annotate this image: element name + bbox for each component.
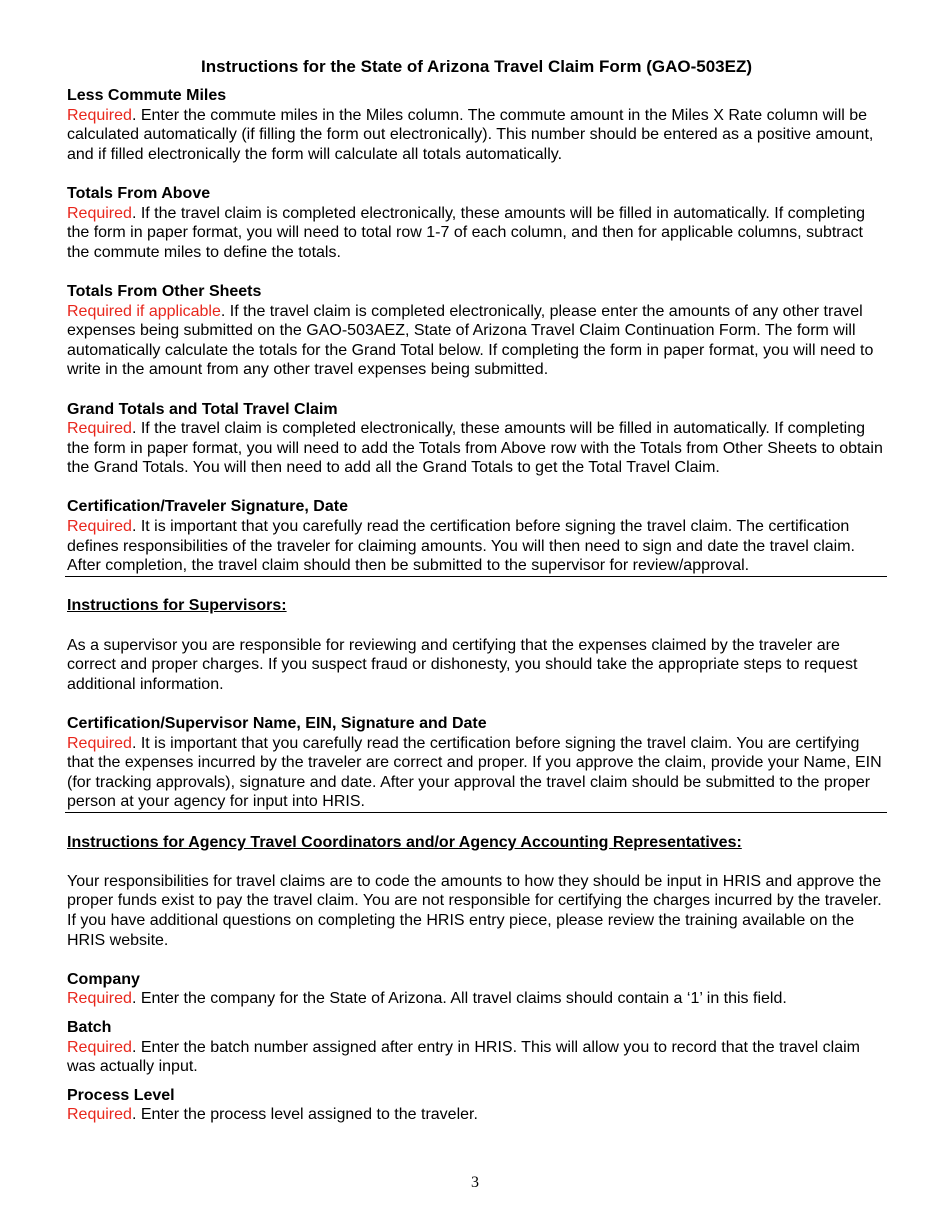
section-heading: Less Commute Miles xyxy=(67,87,227,104)
section-heading: Grand Totals and Total Travel Claim xyxy=(67,400,338,418)
section-batch xyxy=(67,1018,886,1077)
section-supervisor-certification xyxy=(67,714,886,812)
section-body xyxy=(67,302,886,380)
section-process-level xyxy=(67,1086,886,1125)
required-label: Required xyxy=(67,204,132,222)
document-title: Instructions for the State of Arizona Travel Claim Form (GAO-503EZ) xyxy=(200,57,752,76)
section-traveler-certification xyxy=(67,497,886,575)
section-heading: Batch xyxy=(67,1018,112,1036)
required-label: Required xyxy=(67,106,132,124)
section-body xyxy=(67,1105,886,1125)
section-body xyxy=(67,419,886,478)
section-heading: Totals From Other Sheets xyxy=(67,282,262,300)
section-body xyxy=(67,204,886,263)
section-company xyxy=(67,970,886,1009)
document-page xyxy=(67,56,886,1125)
required-label: Required xyxy=(67,1038,132,1056)
section-heading: Company xyxy=(67,970,140,988)
section-heading: Certification/Supervisor Name, EIN, Signature and Date xyxy=(67,715,487,732)
section-text: . Enter the batch number assigned after entry in HRIS. This will allow you to record that the travel claim was actually input. xyxy=(67,1038,860,1076)
required-label: Required xyxy=(67,420,132,438)
section-text: . If the travel claim is completed electronically, these amounts will be filled in automatically. If completing the form in paper format, you will need to total row 1-7 of each column, and then for applicable columns, subtract the commute miles to define the totals. xyxy=(67,204,865,261)
required-label: Required xyxy=(67,1106,132,1124)
section-totals-from-other-sheets xyxy=(67,282,886,380)
section-text: . Enter the company for the State of Arizona. All travel claims should contain a ‘1’ in this field. xyxy=(131,990,787,1008)
coordinators-intro: Your responsibilities for travel claims are to code the amounts to how they should be input in HRIS and approve the proper funds exist to pay the travel claim. You are not responsible for certifying the charges incurred by the traveler. If you have additional questions on completing the HRIS entry piece, please review the training available on the HRIS website. xyxy=(67,872,882,949)
section-text: . It is important that you carefully read the certification before signing the travel claim. The certification defines responsibilities of the traveler for claiming amounts. You will then need to sign and date the travel claim. After completion, the travel claim should then be submitted to the supervisor for review/approval. xyxy=(67,518,855,575)
section-text: . Enter the process level assigned to the traveler. xyxy=(131,1106,478,1124)
required-label: Required if applicable xyxy=(67,302,221,320)
required-label: Required xyxy=(67,990,132,1008)
supervisors-intro: As a supervisor you are responsible for reviewing and certifying that the expenses claimed by the traveler are correct and proper charges. If you suspect fraud or dishonesty, you should take the appropriate steps to request additional information. xyxy=(67,636,858,693)
section-grand-totals xyxy=(67,400,886,478)
section-less-commute-miles xyxy=(67,86,886,164)
section-text: . If the travel claim is completed electronically, please enter the amounts of any other travel expenses being submitted on the GAO-503AEZ, State of Arizona Travel Claim Continuation Form. The form will automatically calculate the totals for the Grand Total below. If completing the form in paper format, you will need to write in the amount from any other travel expenses being submitted. xyxy=(67,302,874,379)
supervisors-heading: Instructions for Supervisors: xyxy=(67,597,287,615)
coordinators-heading: Instructions for Agency Travel Coordinators and/or Agency Accounting Representatives: xyxy=(67,833,742,851)
section-text: . It is important that you carefully read the certification before signing the travel claim. You are certifying that the expenses incurred by the traveler are correct and proper. If you approve the claim, provide your Name, EIN (for tracking approvals), signature and date. After your approval the travel claim should be submitted to the proper person at your agency for input into HRIS. xyxy=(67,734,882,811)
section-heading: Totals From Above xyxy=(67,184,211,202)
section-totals-from-above xyxy=(67,184,886,262)
required-label: Required xyxy=(67,734,132,752)
section-body xyxy=(67,734,886,812)
required-label: Required xyxy=(67,518,132,536)
section-heading: Certification/Traveler Signature, Date xyxy=(67,498,348,516)
section-text: . If the travel claim is completed electronically, these amounts will be filled in automatically. If completing the form in paper format, you will need to add the Totals from Above row with the Totals from Other Sheets to obtain the Grand Totals. You will then need to add all the Grand Totals to get the Total Travel Claim. xyxy=(67,420,883,477)
section-body xyxy=(67,517,886,576)
page-number: 3 xyxy=(471,1174,479,1191)
section-body xyxy=(67,1038,886,1077)
section-heading: Process Level xyxy=(67,1086,175,1104)
section-body xyxy=(67,989,886,1009)
section-text: . Enter the commute miles in the Miles column. The commute amount in the Miles X Rate column will be calculated automatically (if filling the form out electronically). This number should be entered as a positive amount, and if filled electronically the form will calculate all totals automatically. xyxy=(67,106,874,163)
section-body xyxy=(67,106,886,165)
